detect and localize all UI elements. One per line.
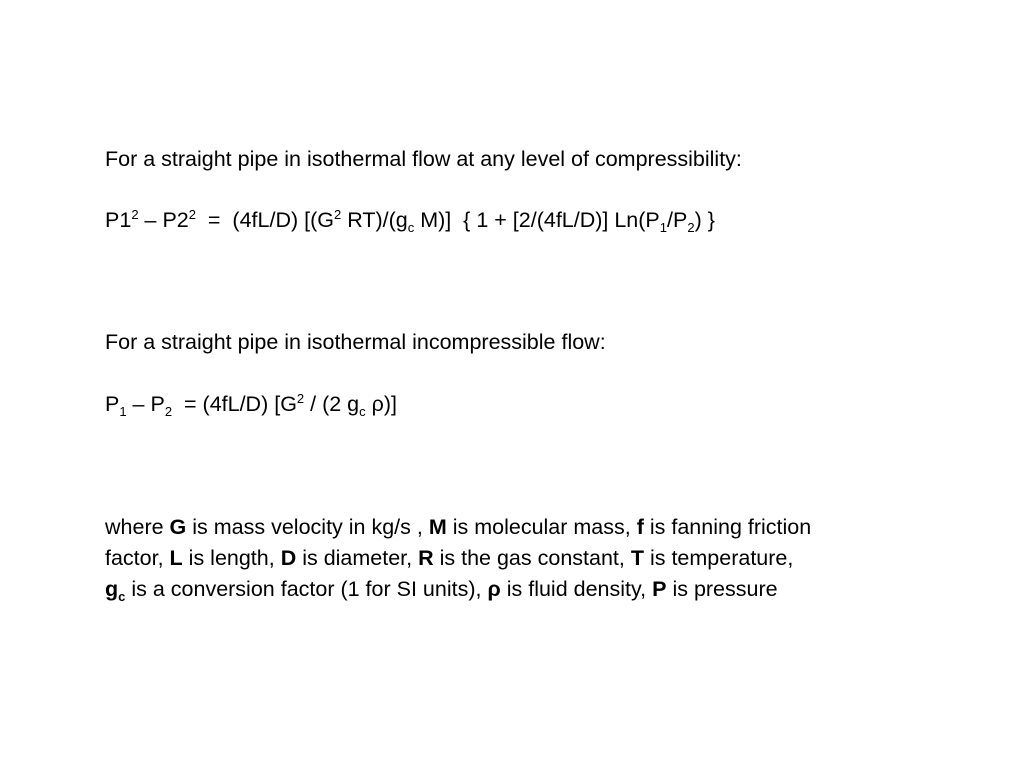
legend-text: is fanning friction [643, 515, 812, 539]
compressible-flow-equation [105, 205, 715, 236]
subscript: 1 [659, 220, 668, 235]
eq-term: / (2 g [304, 392, 360, 416]
eq-term: M)] { 1 + [2/(4fL/D)] Ln(P [414, 208, 660, 232]
eq-term: = (4fL/D) [G [172, 392, 297, 416]
legend-text: is length, [182, 546, 281, 570]
legend-line-3 [105, 574, 778, 605]
eq-term: )] [383, 392, 397, 416]
superscript: 2 [188, 207, 196, 222]
eq-term: ) } [694, 208, 715, 232]
legend-symbol-p: P [652, 577, 667, 601]
legend-symbol-t: T [630, 546, 644, 570]
subscript: 2 [164, 404, 173, 419]
superscript: 2 [131, 207, 139, 222]
subscript: c [407, 220, 415, 235]
incompressible-flow-heading: For a straight pipe in isothermal incompressible flow: [105, 330, 606, 354]
legend-line-1 [105, 512, 811, 543]
superscript: 2 [333, 207, 342, 222]
legend-text: is molecular mass, [446, 515, 637, 539]
superscript: 2 [296, 391, 305, 406]
legend-text: is fluid density, [500, 577, 653, 601]
legend-text: is diameter, [296, 546, 419, 570]
legend-text: is temperature, [643, 546, 794, 570]
eq-term: ρ [365, 392, 384, 416]
eq-term: RT)/(g [341, 208, 408, 232]
incompressible-flow-equation [105, 389, 397, 420]
eq-term: /P [667, 208, 688, 232]
legend-symbol-gc: g [105, 577, 119, 601]
legend-symbol-m: M [428, 515, 447, 539]
eq-term: – P [126, 392, 165, 416]
legend-line-2 [105, 543, 793, 574]
legend-symbol-g: G [169, 515, 187, 539]
legend-text: is mass velocity in kg/s , [186, 515, 429, 539]
legend-symbol-gc-sub: c [118, 589, 126, 604]
legend-symbol-d: D [280, 546, 297, 570]
eq-term: – P2 [138, 208, 189, 232]
legend-symbol-r: R [418, 546, 434, 570]
legend-symbol-f: f [636, 515, 644, 539]
legend-text: where [105, 515, 170, 539]
eq-term: = (4fL/D) [(G [195, 208, 334, 232]
legend-symbol-rho: ρ [487, 577, 501, 601]
legend-text: is a conversion factor (1 for SI units), [125, 577, 488, 601]
subscript: c [359, 404, 366, 419]
legend-text: is the gas constant, [433, 546, 631, 570]
subscript: 1 [119, 404, 127, 419]
legend-text: is pressure [666, 577, 778, 601]
compressible-flow-heading: For a straight pipe in isothermal flow at any level of compressibility: [105, 147, 742, 171]
eq-term: P [105, 392, 120, 416]
subscript: 2 [687, 220, 695, 235]
legend-text: factor, [105, 546, 170, 570]
eq-term: P1 [105, 208, 132, 232]
legend-symbol-l: L [169, 546, 183, 570]
